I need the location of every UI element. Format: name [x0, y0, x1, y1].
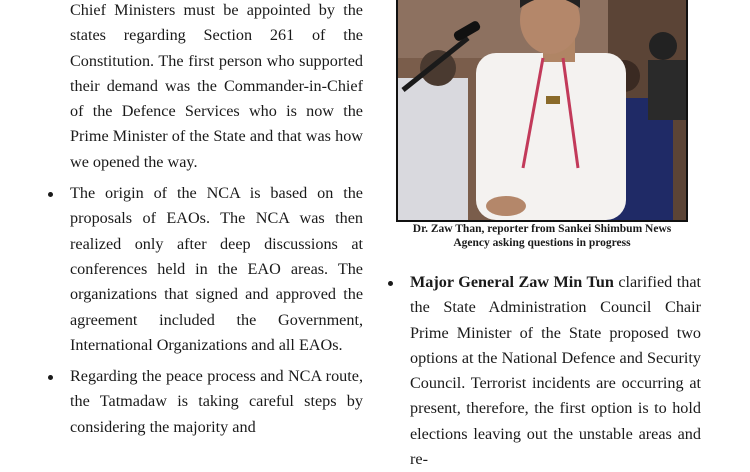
bullet-text — [410, 270, 701, 472]
list-item — [48, 181, 363, 358]
news-photo — [396, 0, 688, 222]
list-item — [388, 270, 701, 472]
bullet-body: clarified that the State Administration Council Chair Prime Minister of the State proposed two options at the National Defence and Security Council. Terrorist incidents are occurring at present, therefore, the first option is to hold elections leaving out the unstable areas and re- — [410, 273, 701, 469]
list-item — [48, 364, 363, 440]
bullet-icon — [388, 281, 393, 286]
continuation-paragraph: Chief Ministers must be appointed by the states regarding Section 261 of the Constitution. The first person who supported their demand was the Commander-in-Chief of the Defence Services who is now the Prime Minister of the State and that was how we opened the way. — [70, 1, 363, 171]
photo-illustration — [398, 0, 686, 220]
photo-caption: Dr. Zaw Than, reporter from Sankei Shimbum News Agency asking questions in progress — [412, 223, 672, 249]
speaker-name: Major General Zaw Min Tun — [410, 273, 614, 291]
bullet-text: Regarding the peace process and NCA route, the Tatmadaw is taking careful steps by considering the majority and — [70, 367, 363, 436]
bullet-icon — [48, 192, 53, 197]
left-column — [48, 0, 363, 440]
bullet-text: The origin of the NCA is based on the proposals of EAOs. The NCA was then realized only after deep discussions at conferences held in the EAO areas. The organizations that signed and approved the agreement included the Government, International Organizations and all EAOs. — [70, 184, 363, 354]
bullet-icon — [48, 375, 53, 380]
